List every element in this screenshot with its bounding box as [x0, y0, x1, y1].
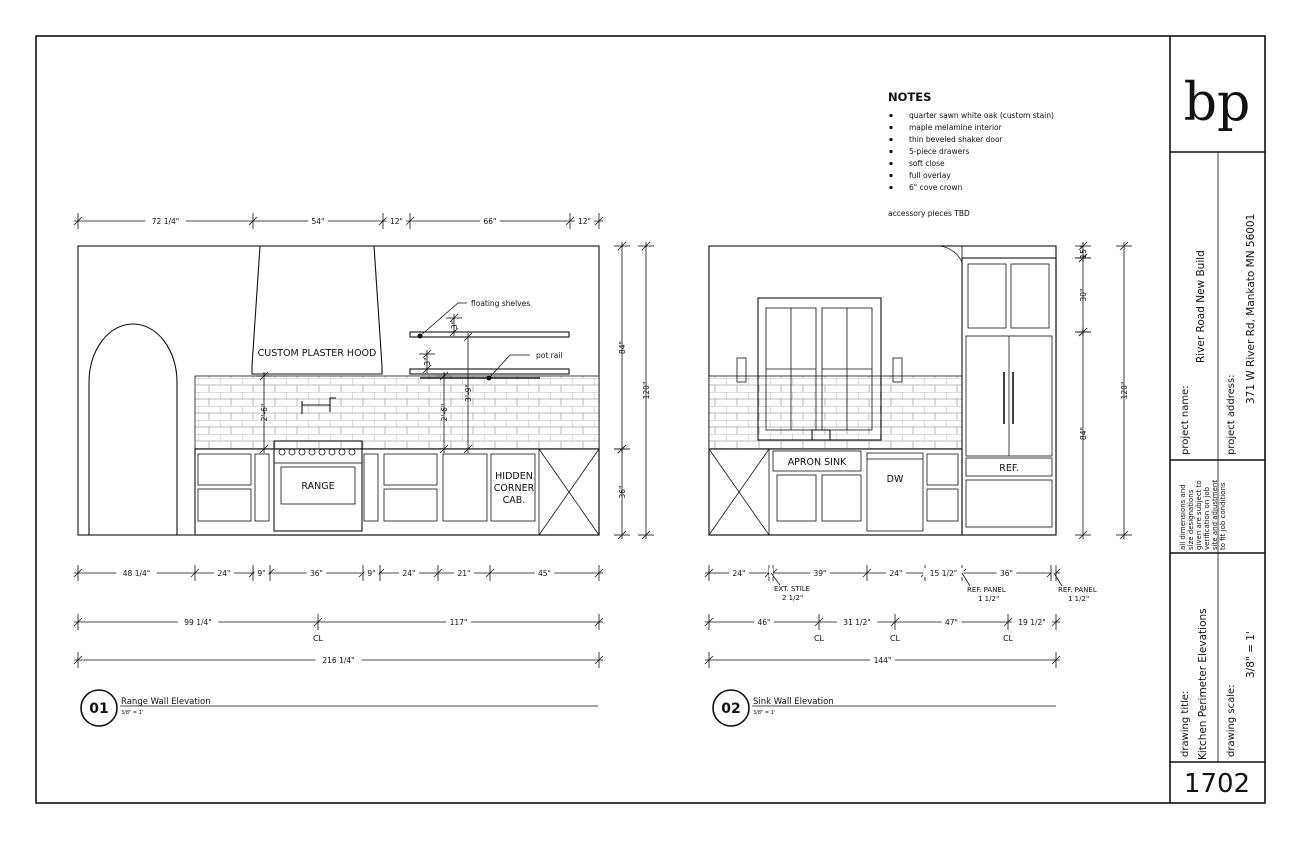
centerline-mark: CL: [312, 634, 324, 643]
range-knob: [309, 449, 315, 455]
callout-02-scale: 3/8" = 1': [753, 710, 776, 716]
centerline-mark: CL: [813, 634, 825, 643]
note-item: thin beveled shaker door: [909, 135, 1003, 144]
dim-label: 84": [618, 341, 627, 354]
dim-label: 2'-6": [260, 403, 269, 422]
note-bullet: [889, 138, 892, 141]
dim-label: 15": [1079, 245, 1088, 259]
dw-label: DW: [886, 474, 904, 485]
dim-label: 84": [1079, 427, 1088, 440]
note-item: full overlay: [909, 171, 951, 180]
note-item: maple melamine interior: [909, 123, 1002, 132]
dim-label: 12": [390, 217, 403, 226]
dim-label: 3": [423, 357, 432, 366]
dim-label: 24": [732, 569, 746, 578]
leader-line: [771, 573, 780, 585]
range-knob: [289, 449, 295, 455]
disclaimer-line: size designations: [1187, 489, 1195, 550]
sink-base-door-left: [777, 475, 816, 521]
dim-label: 31 1/2": [843, 618, 871, 627]
title-block: [1170, 73, 1265, 799]
dim-label-bg: [769, 568, 773, 577]
disclaimer-line: given are subject to: [1195, 480, 1203, 550]
corner-cab-label-1: HIDDEN: [495, 471, 533, 482]
project-name-label: project name:: [1180, 385, 1191, 455]
notes-heading: NOTES: [888, 90, 932, 104]
notes-list: [889, 111, 1054, 192]
dim-label-bg: [1052, 568, 1056, 577]
disclaimer-line: to fit job conditions: [1219, 482, 1227, 550]
dim-label: 15 1/2": [929, 569, 958, 578]
drawer-sink-bottom: [927, 489, 958, 521]
note-bullet: [889, 126, 892, 129]
dim-label: 117": [449, 618, 468, 627]
leader-line: [962, 573, 970, 586]
floating-shelf-upper: [410, 332, 569, 337]
note-bullet: [889, 150, 892, 153]
filler-right: [364, 454, 378, 521]
ref-upper-door-left: [968, 264, 1006, 328]
range-knob: [329, 449, 335, 455]
range-knob: [299, 449, 305, 455]
sink-wall-backsplash: [709, 376, 962, 449]
centerline-mark: CL: [889, 634, 901, 643]
filler-left: [255, 454, 269, 521]
floating-shelf-lower: [410, 369, 569, 374]
callout-01: [81, 690, 598, 726]
sheet-number: 1702: [1183, 769, 1251, 799]
drawer-sink-top: [927, 454, 958, 485]
base-door-cabinet: [443, 454, 487, 521]
drawing-scale: 3/8" = 1': [1245, 631, 1257, 678]
dim-label: 24": [402, 569, 416, 578]
note-item: 5-piece drawers: [909, 147, 970, 156]
notes-block: [888, 90, 1054, 218]
dim-label: 99 1/4": [184, 618, 212, 627]
dim-label: 36": [1000, 569, 1013, 578]
ref-upper-door-right: [1011, 264, 1049, 328]
dim-label: 47": [945, 618, 958, 627]
sub-dim-label: 1 1/2": [1068, 595, 1090, 603]
disclaimer-line: all dimensions and: [1179, 484, 1187, 550]
note-item: 6" cove crown: [909, 183, 963, 192]
dim-label: 30": [1079, 288, 1088, 302]
sub-dim-label: 2 1/2": [782, 594, 804, 602]
dim-label: 72 1/4": [151, 217, 180, 226]
callout-02: [713, 690, 1056, 726]
dim-label: 2'-6": [440, 403, 449, 422]
pot-rail-label: pot rail: [536, 351, 563, 360]
sub-dim-label: REF. PANEL: [1058, 586, 1097, 594]
drawing-scale-label: drawing scale:: [1226, 684, 1237, 757]
dim-label: 46": [757, 618, 771, 627]
dim-label: 48 1/4": [122, 569, 151, 578]
dishwasher: [867, 453, 923, 531]
range-knob: [339, 449, 345, 455]
drawer-right-top: [384, 454, 437, 485]
note-bullet: [889, 114, 892, 117]
project-address-label: project address:: [1226, 374, 1237, 455]
dim-label: 120": [642, 381, 651, 400]
notes-footer: accessory pieces TBD: [888, 209, 970, 218]
tall-cabinet-cove: [934, 246, 962, 262]
corner-cab-label-2: CORNER: [493, 483, 535, 494]
project-name: River Road New Build: [1195, 250, 1207, 363]
dim-label: 9": [367, 569, 376, 578]
callout-02-number: 02: [721, 701, 741, 717]
disclaimer-line: verification on job: [1203, 486, 1211, 550]
range-label: RANGE: [301, 481, 335, 492]
ref-freezer-drawer: [966, 480, 1052, 527]
hood-label: CUSTOM PLASTER HOOD: [257, 348, 377, 359]
dim-label: 12": [578, 217, 591, 226]
sink-base-door-right: [822, 475, 861, 521]
range-knob: [279, 449, 285, 455]
dim-label: 216 1/4": [322, 656, 355, 665]
range-knob: [319, 449, 325, 455]
brand-logo: bp: [1183, 73, 1251, 133]
dim-label: 120": [1120, 381, 1129, 400]
floating-shelves-label: floating shelves: [471, 299, 531, 308]
dim-label: 36": [310, 569, 323, 578]
drawer-left-bottom: [198, 489, 251, 521]
dim-label: 66": [483, 217, 497, 226]
dim-label: 24": [889, 569, 903, 578]
drawer-right-bottom: [384, 489, 437, 521]
range-wall-backsplash: [195, 376, 599, 449]
dim-label: 19 1/2": [1018, 618, 1046, 627]
dim-label: 36": [618, 485, 627, 499]
dim-label: 24": [217, 569, 231, 578]
drawing-title-label: drawing title:: [1180, 690, 1191, 757]
base-cabinet-run: [195, 449, 599, 535]
sub-dim-label: 1 1/2": [978, 595, 1000, 603]
note-bullet: [889, 186, 892, 189]
arched-doorway: [89, 324, 177, 535]
centerline-mark: CL: [1002, 634, 1014, 643]
callout-01-number: 01: [89, 701, 109, 717]
callout-01-title: Range Wall Elevation: [121, 697, 211, 707]
note-item: soft close: [909, 159, 945, 168]
disclaimer-line: site and adjustment: [1211, 479, 1219, 550]
sub-dim-label: REF. PANEL: [967, 586, 1006, 594]
sink-wall-elevation: [709, 246, 1056, 535]
drawer-left-top: [198, 454, 251, 485]
ref-label: REF.: [999, 463, 1019, 474]
dim-label: 9": [257, 569, 266, 578]
note-bullet: [889, 174, 892, 177]
range-knobs: [279, 449, 355, 455]
drawing-title: Kitchen Perimeter Elevations: [1197, 608, 1209, 760]
disclaimer-text: [1179, 480, 1227, 550]
dim-label: 45": [538, 569, 551, 578]
callout-01-scale: 3/8" = 1': [121, 710, 144, 716]
dim-label: 39": [813, 569, 827, 578]
dim-label: 144": [873, 656, 892, 665]
dim-label: 3": [450, 320, 459, 330]
corner-cab-label-3: CAB.: [502, 495, 526, 506]
dim-label: 3'-9": [464, 384, 473, 402]
note-bullet: [889, 162, 892, 165]
dim-label: 54": [311, 217, 325, 226]
callout-02-title: Sink Wall Elevation: [753, 697, 834, 707]
sub-dim-label: EXT. STILE: [774, 585, 811, 593]
apron-sink-label: APRON SINK: [787, 457, 847, 468]
shelf-leader: [420, 303, 467, 336]
range-knob: [349, 449, 355, 455]
note-item: quarter sawn white oak (custom stain): [909, 111, 1054, 120]
leader-line: [1054, 573, 1062, 586]
dim-label: 21": [457, 569, 471, 578]
project-address: 371 W River Rd, Mankato MN 56001: [1245, 213, 1257, 404]
range-wall-elevation: [78, 246, 599, 535]
